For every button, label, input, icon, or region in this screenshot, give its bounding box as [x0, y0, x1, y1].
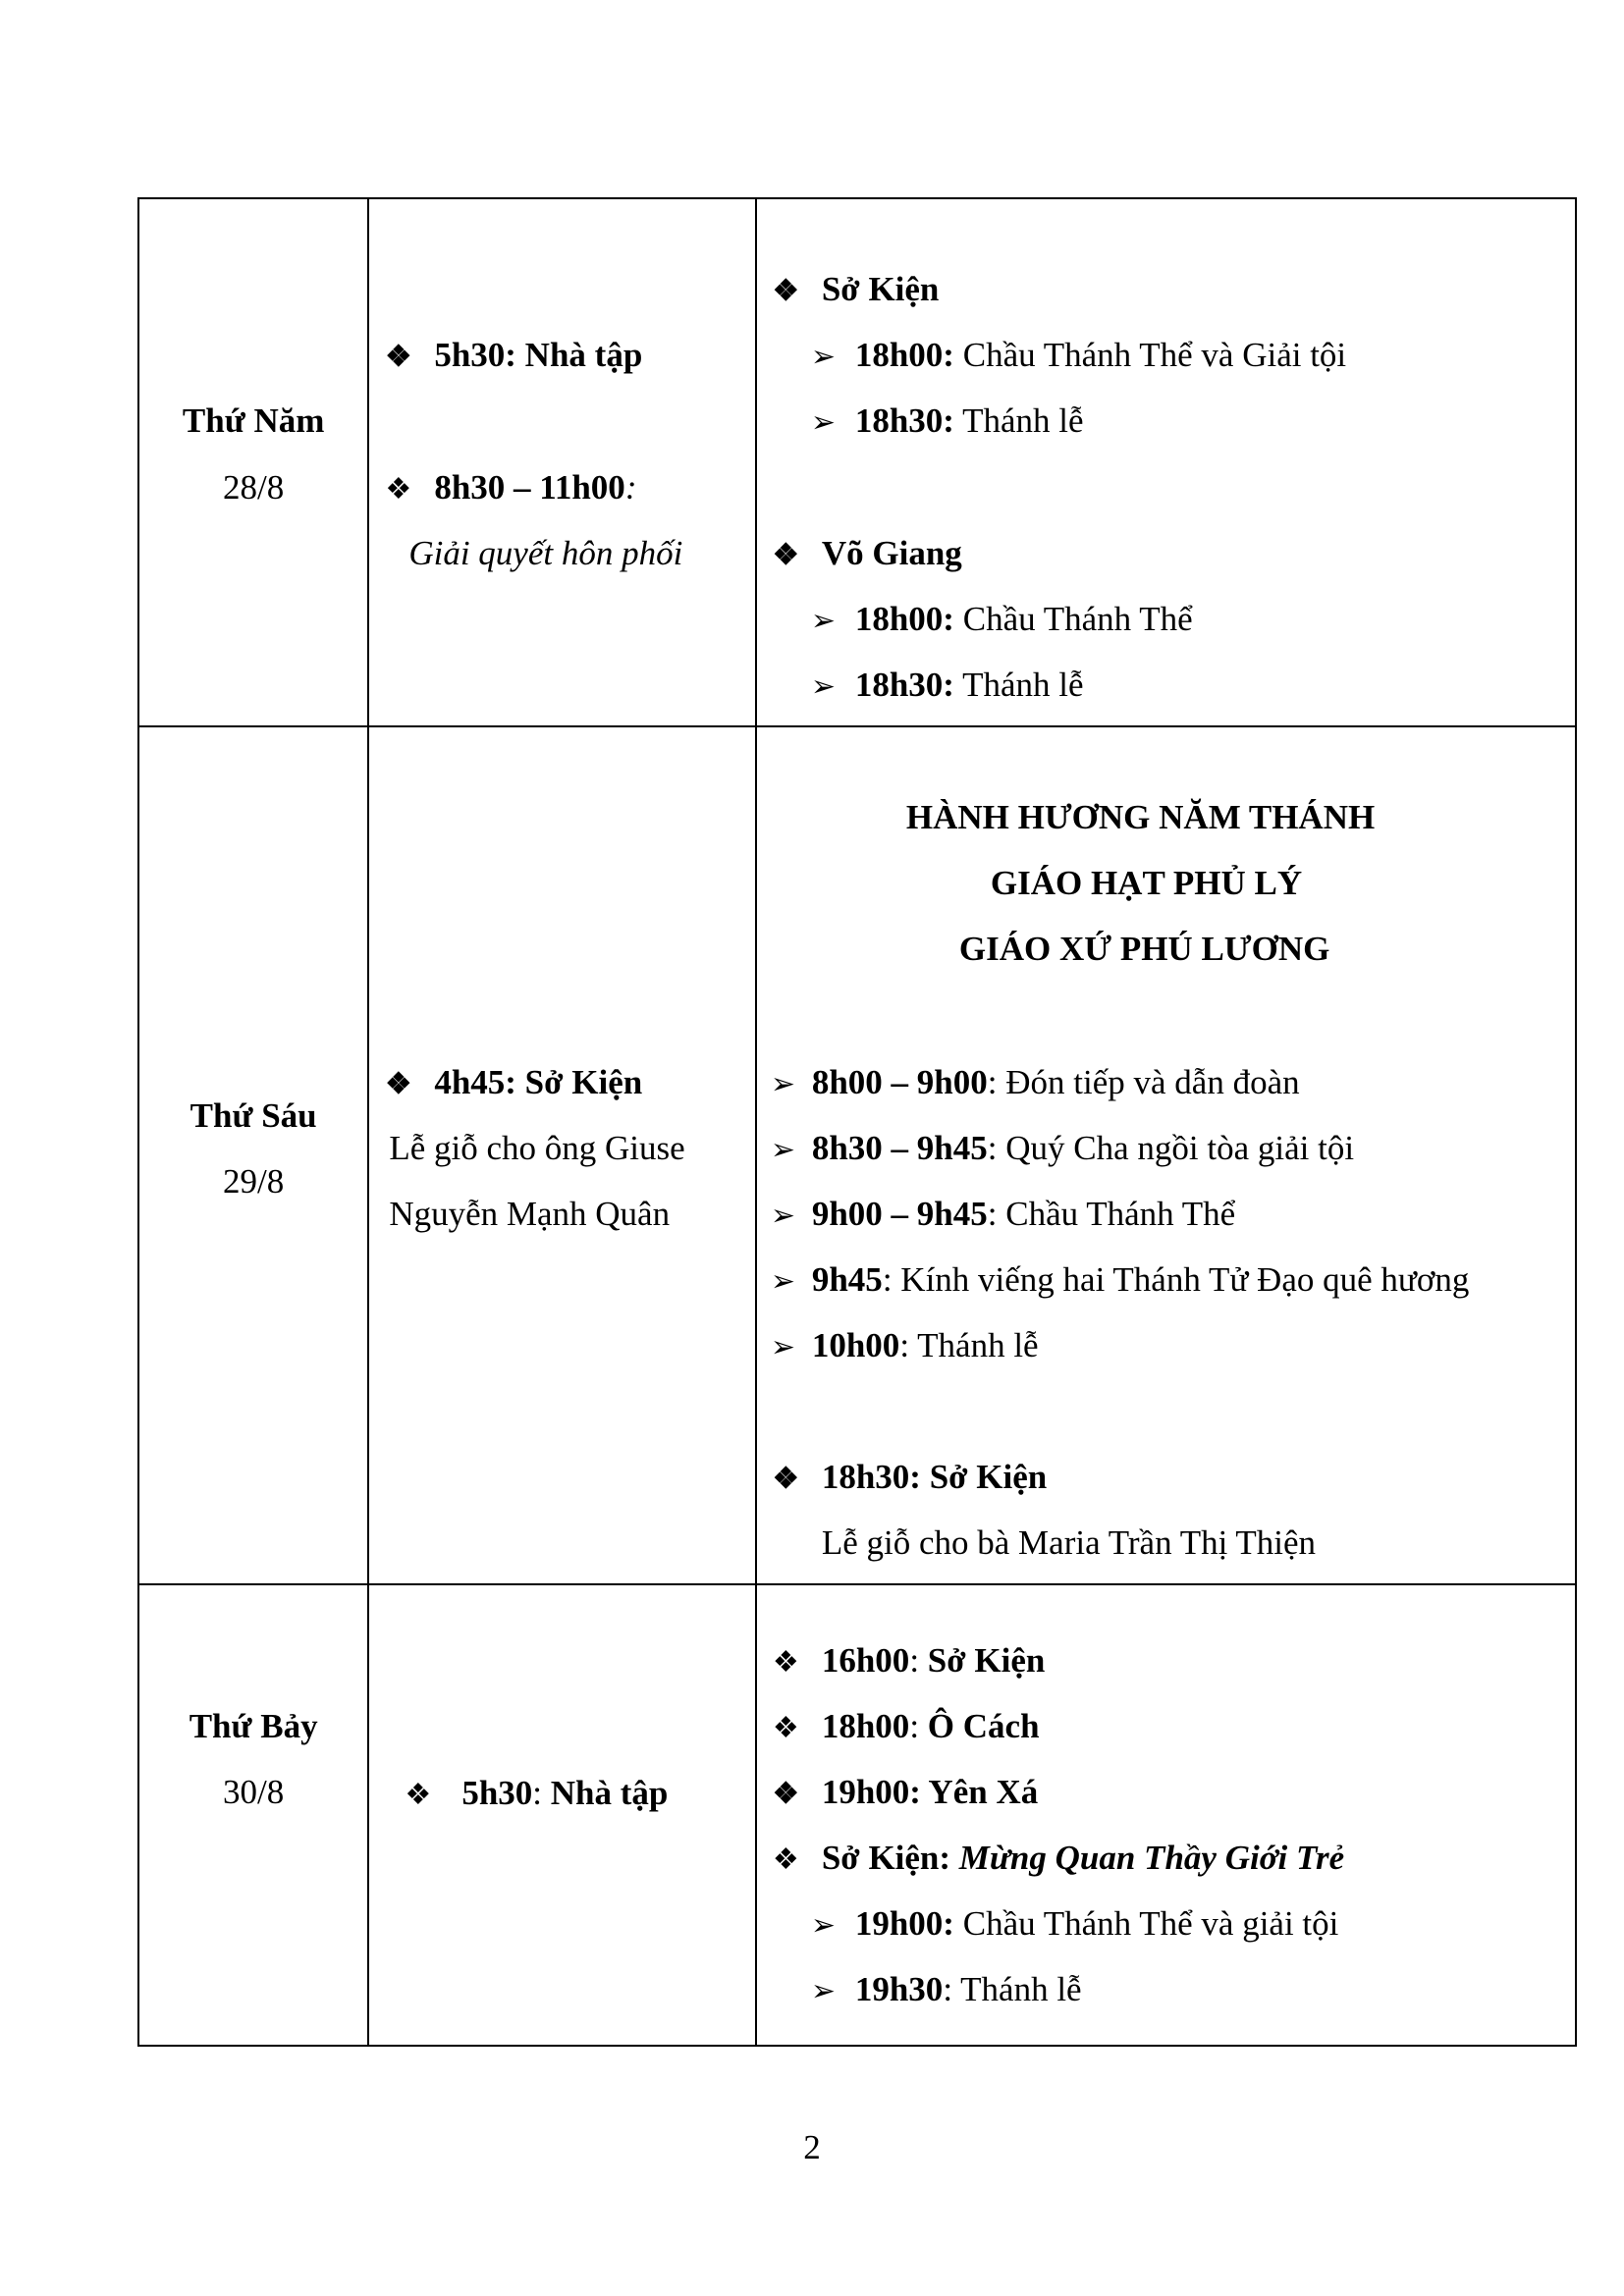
arrow-bullet-icon: ➢ [810, 605, 836, 637]
place-label: Sở Kiện [919, 1641, 1046, 1680]
diamond-bullet-icon: ❖ [385, 473, 412, 506]
activity-label: : Thánh lễ [943, 1970, 1082, 2008]
place-label: Ô Cách [919, 1707, 1040, 1745]
evening-cell [756, 726, 1576, 1584]
arrow-bullet-icon: ➢ [810, 1975, 836, 2007]
diamond-bullet-icon: ❖ [772, 1646, 799, 1679]
arrow-bullet-icon: ➢ [810, 341, 836, 373]
day-label: Thứ Năm [182, 401, 325, 440]
day-cell [138, 726, 368, 1584]
diamond-bullet-icon: ❖ [772, 1712, 799, 1744]
time-label: 19h00: [854, 1904, 954, 1943]
activity-label: Chầu Thánh Thể và Giải tội [962, 336, 1347, 374]
time-label: 18h30: [854, 401, 954, 440]
time-label: 18h00: [854, 600, 954, 638]
time-label: 18h30: [854, 666, 954, 704]
time-label: 19h30 [854, 1970, 944, 2008]
time-label: 4h45: Sở Kiện [434, 1063, 643, 1101]
activity-label: Chầu Thánh Thể [962, 600, 1193, 638]
activity-label: : Chầu Thánh Thể [987, 1195, 1236, 1233]
diamond-bullet-icon: ❖ [385, 1068, 412, 1100]
note-label: Nguyễn Mạnh Quân [389, 1195, 671, 1233]
date-label: 29/8 [223, 1162, 285, 1201]
activity-label: Chầu Thánh Thể và giải tội [962, 1904, 1339, 1943]
place-label: Sở Kiện: [821, 1839, 951, 1877]
time-label: 5h30: Nhà tập [434, 336, 643, 374]
morning-cell [368, 198, 756, 726]
note-label: Lễ giỗ cho bà Maria Trần Thị Thiện [821, 1523, 1317, 1562]
table-row [138, 1584, 1576, 2046]
page-number: 2 [803, 2128, 821, 2166]
time-label: 9h45 [811, 1260, 883, 1299]
separator: : [909, 1641, 920, 1680]
diamond-bullet-icon: ❖ [385, 341, 412, 373]
activity-label: : Đón tiếp và dẫn đoàn [987, 1063, 1300, 1101]
schedule-table [137, 197, 1577, 2047]
activity-label: : Thánh lễ [899, 1326, 1039, 1364]
table-row [138, 726, 1576, 1584]
separator: : [624, 468, 637, 507]
activity-label: Thánh lễ [962, 666, 1084, 704]
diamond-bullet-icon: ❖ [772, 1778, 799, 1810]
day-label: Thứ Sáu [189, 1096, 317, 1135]
time-label: 16h00 [821, 1641, 910, 1680]
event-heading: HÀNH HƯƠNG NĂM THÁNH [905, 798, 1376, 836]
diamond-bullet-icon: ❖ [772, 539, 799, 571]
event-heading: GIÁO XỨ PHÚ LƯƠNG [958, 930, 1330, 968]
arrow-bullet-icon: ➢ [810, 406, 836, 439]
date-label: 28/8 [223, 468, 285, 507]
time-label: 10h00 [811, 1326, 900, 1364]
time-label: 9h00 – 9h45 [811, 1195, 988, 1233]
arrow-bullet-icon: ➢ [770, 1331, 795, 1363]
time-label: 8h30 – 11h00 [434, 468, 625, 507]
diamond-bullet-icon: ❖ [772, 275, 799, 307]
place-label: Võ Giang [821, 534, 962, 572]
diamond-bullet-icon: ❖ [405, 1779, 432, 1811]
event-heading: GIÁO HẠT PHỦ LÝ [990, 864, 1303, 902]
arrow-bullet-icon: ➢ [810, 670, 836, 703]
activity-label: Thánh lễ [962, 401, 1084, 440]
day-cell [138, 1584, 368, 2046]
time-label: 18h30: Sở Kiện [821, 1458, 1048, 1496]
time-label: 8h00 – 9h00 [811, 1063, 988, 1101]
morning-cell [368, 726, 756, 1584]
day-label: Thứ Bảy [189, 1707, 318, 1745]
feast-name: Mừng Quan Thầy Giới Trẻ [958, 1839, 1345, 1877]
activity-label: : Kính viếng hai Thánh Tử Đạo quê hương [882, 1260, 1470, 1299]
arrow-bullet-icon: ➢ [770, 1265, 795, 1298]
date-label: 30/8 [223, 1773, 285, 1811]
arrow-bullet-icon: ➢ [770, 1200, 795, 1232]
time-label: 5h30 [461, 1774, 533, 1812]
place-label: Nhà tập [542, 1774, 669, 1812]
time-label: 18h00: [854, 336, 954, 374]
note-label: Lễ giỗ cho ông Giuse [389, 1129, 685, 1167]
note-label: Giải quyết hôn phối [408, 534, 683, 572]
arrow-bullet-icon: ➢ [770, 1068, 795, 1100]
arrow-bullet-icon: ➢ [770, 1134, 795, 1166]
activity-label: : Quý Cha ngồi tòa giải tội [987, 1129, 1355, 1167]
day-cell [138, 198, 368, 726]
place-label: Sở Kiện [821, 270, 940, 308]
evening-cell [756, 198, 1576, 726]
time-label: 19h00: Yên Xá [821, 1773, 1039, 1811]
separator: : [532, 1774, 543, 1812]
time-label: 18h00 [821, 1707, 910, 1745]
evening-cell [756, 1584, 1576, 2046]
arrow-bullet-icon: ➢ [810, 1909, 836, 1942]
separator: : [909, 1707, 920, 1745]
table-row [138, 198, 1576, 726]
time-label: 8h30 – 9h45 [811, 1129, 988, 1167]
morning-cell [368, 1584, 756, 2046]
diamond-bullet-icon: ❖ [772, 1843, 799, 1876]
diamond-bullet-icon: ❖ [772, 1463, 799, 1495]
